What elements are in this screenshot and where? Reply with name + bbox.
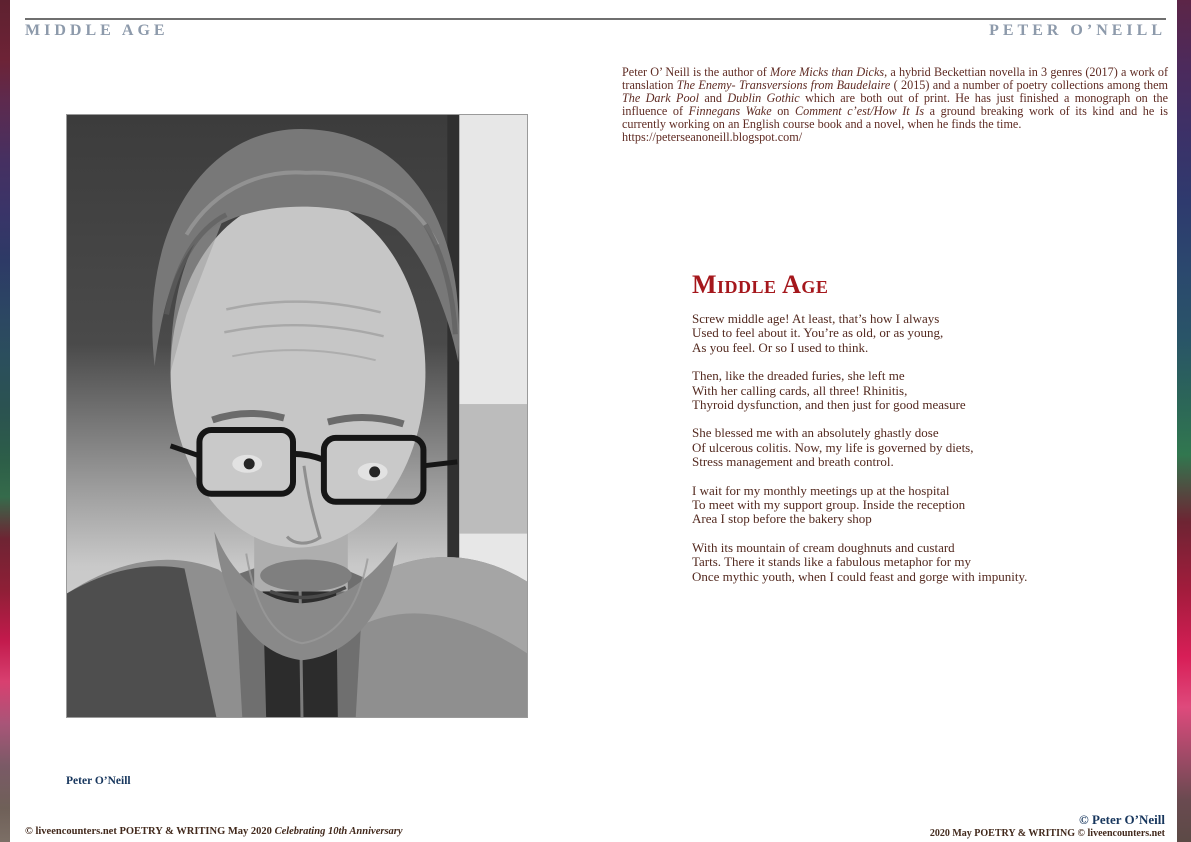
poem-stanza bbox=[692, 312, 1122, 355]
bio-segment: a hybrid Beckettian novella in 3 genres (2017) a work of translation bbox=[622, 65, 1169, 92]
poem-title: Middle Age bbox=[692, 270, 829, 299]
author-copyright: © Peter O’Neill bbox=[1079, 812, 1165, 827]
poem-stanza bbox=[692, 484, 1122, 527]
bio-segment: More Micks than Dicks, bbox=[770, 65, 888, 79]
footer-left bbox=[25, 826, 403, 837]
poem-line: Area I stop before the bakery shop bbox=[692, 511, 872, 527]
author-header: PETER O’NEILL bbox=[989, 22, 1166, 39]
poem-line: To meet with my support group. Inside the reception bbox=[692, 497, 966, 513]
bio-segment: The Enemy- Transversions from Baudelaire bbox=[676, 77, 891, 92]
poem-line: I wait for my monthly meetings up at the hospital bbox=[692, 482, 950, 498]
footer-right-text: 2020 May POETRY & WRITING © liveencounters.net bbox=[929, 828, 1165, 839]
poem-line: She blessed me with an absolutely ghastly dose bbox=[692, 425, 939, 441]
bio-segment: a ground breaking work of its kind and he is currently working on an English course book and a novel, when he finds the time. bbox=[622, 103, 1169, 131]
poem-line: Once mythic youth, when I could feast and gorge with impunity. bbox=[692, 568, 1028, 584]
poem-line: Then, like the dreaded furies, she left me bbox=[692, 368, 905, 384]
bio-segment: ( 2015) and a number of poetry collections among them bbox=[890, 77, 1168, 92]
bio-segment: The Dark Pool bbox=[622, 90, 700, 105]
poem-line: With her calling cards, all three! Rhinitis, bbox=[692, 382, 908, 398]
poem-line: As you feel. Or so I used to think. bbox=[692, 339, 869, 355]
bio-text bbox=[622, 65, 1168, 131]
bio-segment: Finnegans Wake bbox=[688, 103, 772, 118]
poem-line: Tarts. There it stands like a fabulous metaphor for my bbox=[692, 554, 971, 570]
poem-line: Of ulcerous colitis. Now, my life is governed by diets, bbox=[692, 439, 974, 455]
footer-left-text: © liveencounters.net POETRY & WRITING May 2020 bbox=[25, 826, 275, 837]
footer-left-anniversary: Celebrating 10th Anniversary bbox=[274, 826, 403, 837]
poem-stanza bbox=[692, 541, 1122, 584]
poem-line: With its mountain of cream doughnuts and custard bbox=[692, 539, 955, 555]
footer-right bbox=[930, 812, 1165, 840]
right-color-border bbox=[1177, 0, 1191, 842]
left-color-border bbox=[0, 0, 10, 842]
poem-line: Thyroid dysfunction, and then just for good measure bbox=[692, 397, 966, 413]
poem-body bbox=[692, 312, 1122, 598]
bio-segment: Dublin Gothic bbox=[727, 90, 800, 105]
poem-line: Screw middle age! At least, that’s how I always bbox=[692, 311, 940, 326]
page-title: MIDDLE AGE bbox=[25, 22, 169, 39]
poem-stanza bbox=[692, 369, 1122, 412]
photo-caption: Peter O’Neill bbox=[66, 775, 131, 787]
bio-segment: and bbox=[699, 90, 728, 105]
header-rule bbox=[25, 18, 1166, 20]
poem-stanzas bbox=[692, 312, 1122, 584]
bio-segment: on bbox=[771, 103, 795, 118]
poem-line: Stress management and breath control. bbox=[692, 454, 894, 470]
poem-stanza bbox=[692, 426, 1122, 469]
poem-line: Used to feel about it. You’re as old, or as young, bbox=[692, 325, 944, 341]
author-blog-link[interactable]: https://peterseanoneill.blogspot.com/ bbox=[622, 129, 803, 144]
author-bio bbox=[622, 66, 1168, 143]
bio-segment: which are both out of print. He has just finished a monograph on the influence of bbox=[622, 90, 1168, 118]
bio-segment: Peter O’ Neill is the author of bbox=[622, 65, 771, 79]
bio-segment: Comment c’est/How It Is bbox=[794, 103, 925, 118]
portrait-illustration bbox=[67, 115, 527, 717]
author-portrait-photo bbox=[66, 114, 528, 718]
